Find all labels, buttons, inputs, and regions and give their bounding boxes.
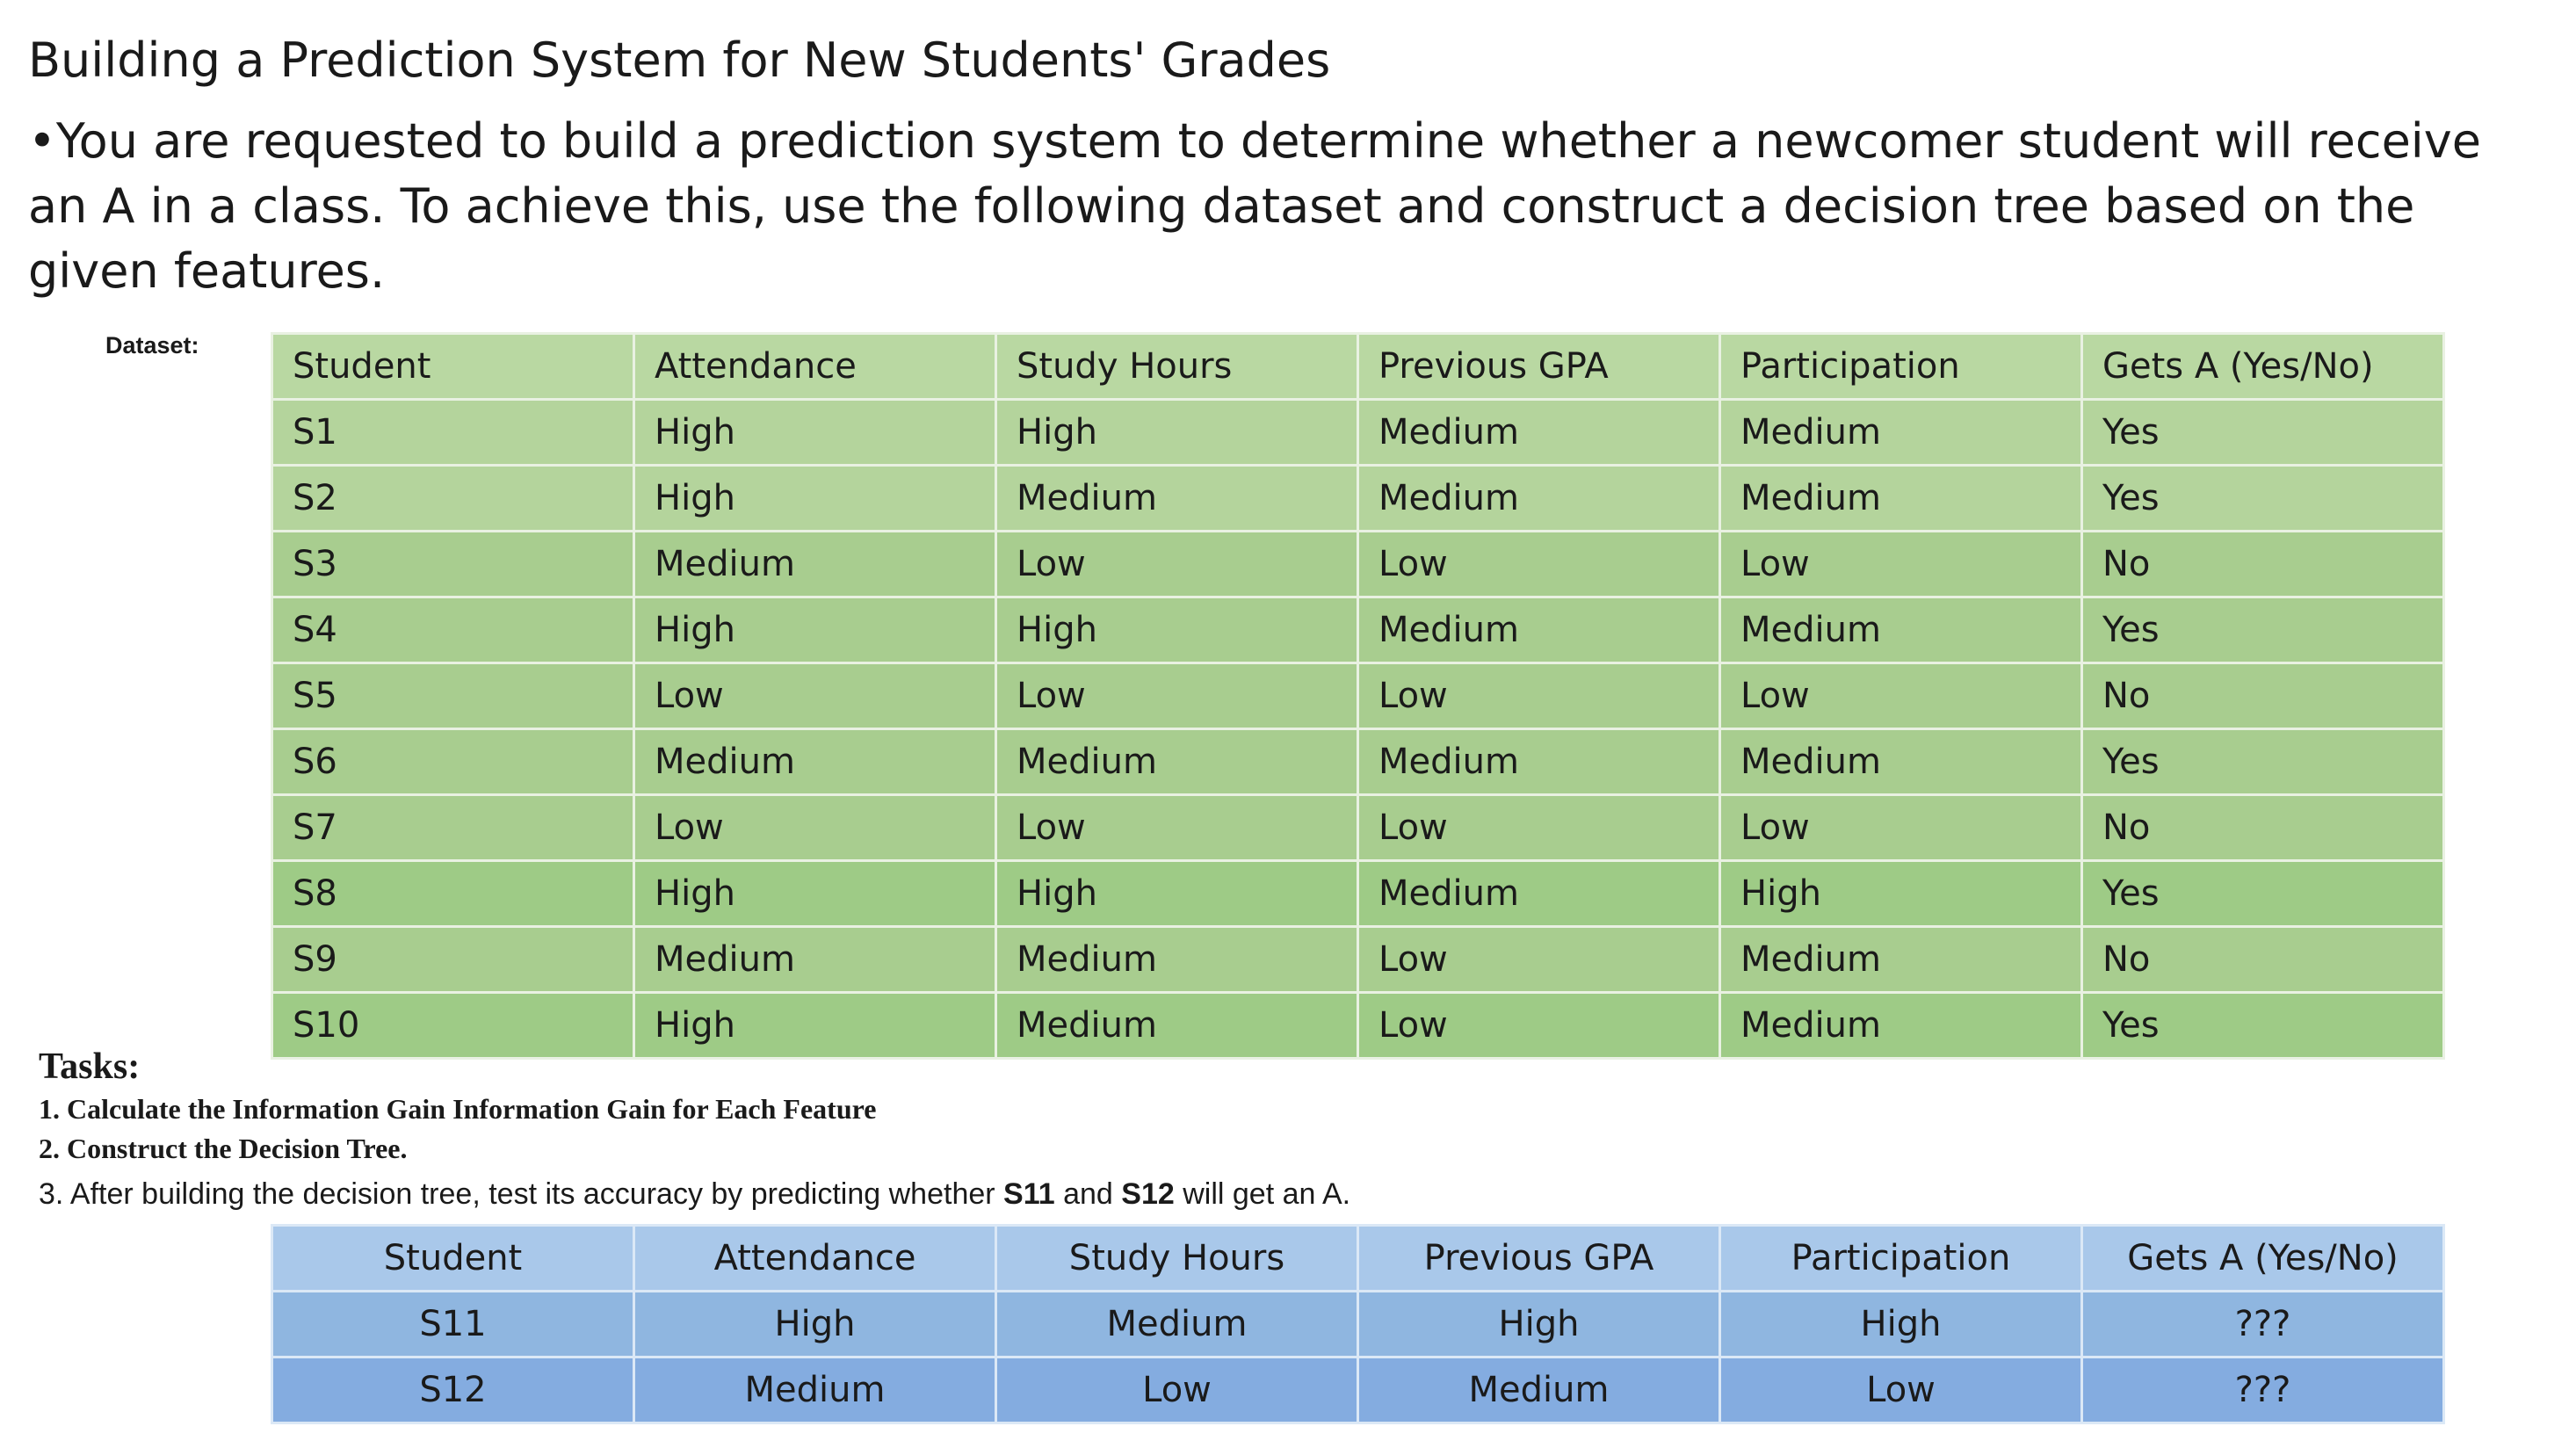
table-cell: No xyxy=(2082,927,2444,993)
table-cell: Low xyxy=(1358,532,1720,597)
table-cell: Yes xyxy=(2082,861,2444,927)
table-cell: S1 xyxy=(272,400,634,466)
table-row xyxy=(272,1358,2444,1423)
table-cell: Low xyxy=(1358,993,1720,1059)
task-3-text: and xyxy=(1054,1177,1122,1211)
table-cell: High xyxy=(1720,861,2082,927)
dataset-label: Dataset: xyxy=(105,332,199,358)
table-cell: Medium xyxy=(634,1358,996,1423)
header-cell: Attendance xyxy=(634,334,996,400)
table-cell: High xyxy=(1358,1292,1720,1358)
dataset-header-row xyxy=(272,334,2444,400)
table-cell: High xyxy=(634,993,996,1059)
table-cell: High xyxy=(634,1292,996,1358)
table-row xyxy=(272,993,2444,1059)
table-cell: Medium xyxy=(1358,861,1720,927)
header-cell: Student xyxy=(272,334,634,400)
table-cell: High xyxy=(996,400,1358,466)
table-cell: Medium xyxy=(996,927,1358,993)
table-cell: Yes xyxy=(2082,597,2444,663)
table-cell: S7 xyxy=(272,795,634,861)
table-cell: Low xyxy=(996,795,1358,861)
table-cell: S6 xyxy=(272,729,634,795)
header-cell: Gets A (Yes/No) xyxy=(2082,1226,2444,1292)
table-cell: High xyxy=(634,466,996,532)
table-cell: S10 xyxy=(272,993,634,1059)
header-cell: Participation xyxy=(1720,1226,2082,1292)
header-cell: Previous GPA xyxy=(1358,334,1720,400)
table-row xyxy=(272,1292,2444,1358)
table-cell: High xyxy=(996,597,1358,663)
table-cell: High xyxy=(996,861,1358,927)
table-cell: High xyxy=(634,861,996,927)
table-cell: Medium xyxy=(1720,993,2082,1059)
header-cell: Study Hours xyxy=(996,1226,1358,1292)
header-cell: Participation xyxy=(1720,334,2082,400)
table-cell: Low xyxy=(1720,532,2082,597)
header-cell: Previous GPA xyxy=(1358,1226,1720,1292)
table-cell: No xyxy=(2082,663,2444,729)
table-cell: Medium xyxy=(996,993,1358,1059)
table-cell: High xyxy=(634,597,996,663)
table-cell: Low xyxy=(1358,927,1720,993)
table-cell: Medium xyxy=(1358,729,1720,795)
table-cell: Low xyxy=(1720,1358,2082,1423)
table-cell: Low xyxy=(634,795,996,861)
table-cell: Low xyxy=(1720,663,2082,729)
table-cell: S2 xyxy=(272,466,634,532)
table-cell: Low xyxy=(1358,795,1720,861)
task-3-text: 3. After building the decision tree, test its accuracy by predicting whether xyxy=(39,1177,1004,1211)
task-3-s11: S11 xyxy=(1003,1177,1055,1211)
table-cell: Low xyxy=(996,663,1358,729)
table-cell: No xyxy=(2082,795,2444,861)
table-row xyxy=(272,532,2444,597)
task-3-text: will get an A. xyxy=(1174,1177,1351,1211)
table-cell: S9 xyxy=(272,927,634,993)
table-cell: Yes xyxy=(2082,466,2444,532)
table-cell: Medium xyxy=(996,729,1358,795)
table-cell: S5 xyxy=(272,663,634,729)
table-cell: Medium xyxy=(634,729,996,795)
table-cell: Medium xyxy=(1720,597,2082,663)
table-cell: Medium xyxy=(1358,466,1720,532)
task-3-s12: S12 xyxy=(1121,1177,1175,1211)
table-cell: ??? xyxy=(2082,1358,2444,1423)
table-cell: S4 xyxy=(272,597,634,663)
header-cell: Attendance xyxy=(634,1226,996,1292)
test-table xyxy=(271,1224,2445,1424)
table-cell: Low xyxy=(996,1358,1358,1423)
table-row xyxy=(272,729,2444,795)
table-cell: Medium xyxy=(1720,927,2082,993)
intro-paragraph: •You are requested to build a prediction system to determine whether a newcomer student will receive an A in a class. To achieve this, use the following dataset and construct a decision tree based on the given features. xyxy=(28,113,2481,299)
table-cell: Medium xyxy=(1720,400,2082,466)
task-3 xyxy=(39,1177,1350,1212)
table-row xyxy=(272,927,2444,993)
table-cell: Medium xyxy=(1358,400,1720,466)
table-cell: Low xyxy=(1358,663,1720,729)
task-2: 2. Construct the Decision Tree. xyxy=(39,1133,408,1164)
table-cell: Yes xyxy=(2082,400,2444,466)
table-cell: ??? xyxy=(2082,1292,2444,1358)
table-cell: Medium xyxy=(1720,466,2082,532)
table-cell: Low xyxy=(996,532,1358,597)
header-cell: Study Hours xyxy=(996,334,1358,400)
table-cell: Yes xyxy=(2082,729,2444,795)
table-cell: Medium xyxy=(1720,729,2082,795)
test-header-row xyxy=(272,1226,2444,1292)
table-cell: Medium xyxy=(996,466,1358,532)
table-cell: Medium xyxy=(634,927,996,993)
table-cell: No xyxy=(2082,532,2444,597)
table-row xyxy=(272,400,2444,466)
table-cell: Medium xyxy=(1358,1358,1720,1423)
table-row xyxy=(272,861,2444,927)
table-cell: Low xyxy=(634,663,996,729)
table-cell: Low xyxy=(1720,795,2082,861)
table-row xyxy=(272,466,2444,532)
tasks-heading: Tasks: xyxy=(39,1046,141,1087)
table-cell: High xyxy=(1720,1292,2082,1358)
dataset-table xyxy=(271,332,2445,1060)
table-cell: S8 xyxy=(272,861,634,927)
header-cell: Gets A (Yes/No) xyxy=(2082,334,2444,400)
table-cell: Yes xyxy=(2082,993,2444,1059)
table-cell: S12 xyxy=(272,1358,634,1423)
header-cell: Student xyxy=(272,1226,634,1292)
table-cell: Medium xyxy=(634,532,996,597)
table-cell: Medium xyxy=(996,1292,1358,1358)
task-1: 1. Calculate the Information Gain Information Gain for Each Feature xyxy=(39,1093,877,1125)
table-cell: Medium xyxy=(1358,597,1720,663)
page-title: Building a Prediction System for New Students' Grades xyxy=(28,33,1331,88)
table-cell: S3 xyxy=(272,532,634,597)
table-row xyxy=(272,663,2444,729)
table-row xyxy=(272,795,2444,861)
table-row xyxy=(272,597,2444,663)
table-cell: High xyxy=(634,400,996,466)
table-cell: S11 xyxy=(272,1292,634,1358)
